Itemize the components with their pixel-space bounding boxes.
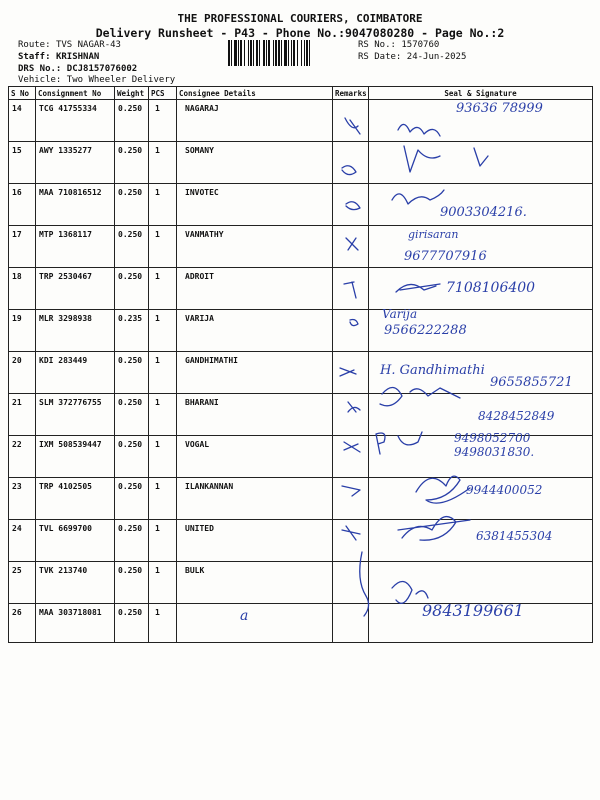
staff-info	[18, 52, 99, 62]
cell-consignee: BULK	[177, 562, 333, 604]
rs-date-info	[358, 52, 466, 62]
cell-sno: 23	[9, 478, 36, 520]
barcode-bar	[259, 40, 260, 66]
hw-r26-phone: 9843199661	[422, 601, 524, 620]
barcode-bar	[248, 40, 249, 66]
cell-consignment: TVL 6699700	[36, 520, 115, 562]
barcode-bar	[240, 40, 242, 66]
vehicle-value: Two Wheeler Delivery	[66, 75, 176, 85]
cell-consignment: TCG 41755334	[36, 100, 115, 142]
cell-remarks	[333, 394, 369, 436]
cell-pcs: 1	[149, 394, 177, 436]
staff-label: Staff:	[18, 52, 51, 62]
cell-weight: 0.235	[115, 310, 149, 352]
cell-consignee: GANDHIMATHI	[177, 352, 333, 394]
table-row	[9, 478, 593, 520]
barcode-bar	[268, 40, 270, 66]
hw-r19-phone: 9566222288	[384, 323, 467, 338]
cell-consignee	[177, 604, 333, 643]
cell-consignment: MAA 710816512	[36, 184, 115, 226]
col-consignment: Consignment No	[36, 87, 115, 100]
rs-date-label: RS Date:	[358, 52, 402, 62]
cell-consignment: SLM 372776755	[36, 394, 115, 436]
barcode-bar	[284, 40, 287, 66]
cell-remarks	[333, 310, 369, 352]
col-weight: Weight	[115, 87, 149, 100]
barcode-bar	[256, 40, 258, 66]
cell-sno: 16	[9, 184, 36, 226]
drs-info	[18, 64, 137, 74]
cell-remarks	[333, 100, 369, 142]
rs-no-info	[358, 40, 439, 50]
col-consignee: Consignee Details	[177, 87, 333, 100]
drs-label: DRS No.:	[18, 64, 62, 74]
cell-pcs: 1	[149, 352, 177, 394]
cell-consignment: AWY 1335277	[36, 142, 115, 184]
hw-r20-phone: 9655855721	[490, 375, 573, 390]
barcode-bar	[293, 40, 295, 66]
table-row	[9, 142, 593, 184]
table-row	[9, 352, 593, 394]
table-row	[9, 268, 593, 310]
cell-remarks	[333, 520, 369, 562]
table-row	[9, 604, 593, 643]
route-value: TVS NAGAR-43	[55, 40, 121, 50]
cell-signature	[369, 604, 593, 643]
hw-r21-phone: 8428452849	[478, 409, 555, 423]
cell-signature	[369, 184, 593, 226]
table-row	[9, 562, 593, 604]
rs-no-value: 1570760	[401, 40, 440, 50]
route-info	[18, 40, 121, 50]
cell-consignee: VARIJA	[177, 310, 333, 352]
hw-r23-phone: 9944400052	[466, 483, 543, 497]
cell-weight: 0.250	[115, 436, 149, 478]
cell-pcs: 1	[149, 604, 177, 643]
barcode-bar	[278, 40, 280, 66]
cell-pcs: 1	[149, 268, 177, 310]
cell-pcs: 1	[149, 142, 177, 184]
cell-consignment: TRP 2530467	[36, 268, 115, 310]
cell-signature	[369, 562, 593, 604]
cell-signature	[369, 268, 593, 310]
table-row	[9, 436, 593, 478]
cell-consignee: BHARANI	[177, 394, 333, 436]
barcode-image	[228, 40, 354, 66]
hw-r16-phone: 9003304216.	[440, 205, 527, 220]
rs-date-value: 24-Jun-2025	[406, 52, 467, 62]
hw-r22-phone1: 9498052700	[454, 431, 531, 445]
cell-sno: 14	[9, 100, 36, 142]
cell-sno: 17	[9, 226, 36, 268]
cell-pcs: 1	[149, 226, 177, 268]
cell-sno: 24	[9, 520, 36, 562]
cell-consignee: NAGARAJ	[177, 100, 333, 142]
cell-pcs: 1	[149, 184, 177, 226]
cell-weight: 0.250	[115, 478, 149, 520]
cell-weight: 0.250	[115, 142, 149, 184]
cell-weight: 0.250	[115, 184, 149, 226]
hw-r24-phone: 6381455304	[476, 529, 553, 543]
cell-consignment: MAA 303718081	[36, 604, 115, 643]
cell-remarks	[333, 478, 369, 520]
cell-sno: 25	[9, 562, 36, 604]
runsheet-table	[8, 86, 593, 643]
cell-consignment: TRP 4102505	[36, 478, 115, 520]
barcode-bar	[309, 40, 310, 66]
barcode-bar	[288, 40, 289, 66]
rs-no-label: RS No.:	[358, 40, 396, 50]
hw-r14-phone: 93636 78999	[456, 101, 543, 116]
cell-weight: 0.250	[115, 226, 149, 268]
runsheet-title: Delivery Runsheet - P43 - Phone No.:9047080280 - Page No.:2	[95, 26, 505, 40]
cell-pcs: 1	[149, 436, 177, 478]
cell-remarks	[333, 352, 369, 394]
barcode-bar	[266, 40, 267, 66]
barcode-bar	[306, 40, 308, 66]
hw-r26-mark: a	[240, 608, 249, 624]
cell-pcs: 1	[149, 562, 177, 604]
cell-signature	[369, 142, 593, 184]
cell-signature	[369, 226, 593, 268]
barcode-bar	[253, 40, 254, 66]
cell-signature	[369, 436, 593, 478]
cell-signature	[369, 394, 593, 436]
cell-consignment: KDI 283449	[36, 352, 115, 394]
barcode-bar	[263, 40, 265, 66]
col-remarks: Remarks	[333, 87, 369, 100]
hw-r17-phone: 9677707916	[404, 249, 487, 264]
cell-consignment: MLR 3298938	[36, 310, 115, 352]
cell-sno: 26	[9, 604, 36, 643]
table-row	[9, 310, 593, 352]
cell-remarks	[333, 268, 369, 310]
barcode-bar	[231, 40, 232, 66]
barcode-bar	[281, 40, 282, 66]
table-row	[9, 100, 593, 142]
table-header-row	[9, 87, 593, 100]
cell-weight: 0.250	[115, 268, 149, 310]
cell-remarks	[333, 562, 369, 604]
cell-signature	[369, 478, 593, 520]
cell-consignee: VOGAL	[177, 436, 333, 478]
hw-r18-phone: 7108106400	[446, 280, 536, 296]
table-row	[9, 394, 593, 436]
barcode-bar	[291, 40, 292, 66]
cell-consignment: MTP 1368117	[36, 226, 115, 268]
cell-weight: 0.250	[115, 562, 149, 604]
cell-weight: 0.250	[115, 520, 149, 562]
cell-sno: 20	[9, 352, 36, 394]
cell-consignment: TVK 213740	[36, 562, 115, 604]
cell-remarks	[333, 142, 369, 184]
cell-remarks	[333, 226, 369, 268]
cell-pcs: 1	[149, 100, 177, 142]
cell-consignee: ADROIT	[177, 268, 333, 310]
cell-signature	[369, 310, 593, 352]
cell-remarks	[333, 436, 369, 478]
cell-signature	[369, 100, 593, 142]
cell-signature	[369, 352, 593, 394]
barcode-bar	[275, 40, 277, 66]
barcode-bar	[301, 40, 302, 66]
barcode-bar	[297, 40, 298, 66]
route-label: Route:	[18, 40, 51, 50]
col-pcs: PCS	[149, 87, 177, 100]
barcode-bar	[244, 40, 245, 66]
cell-weight: 0.250	[115, 352, 149, 394]
hw-r22-phone2: 9498031830.	[454, 445, 535, 459]
cell-signature	[369, 520, 593, 562]
table-row	[9, 520, 593, 562]
col-signature: Seal & Signature	[369, 87, 593, 100]
hw-r19-name: Varija	[382, 307, 418, 321]
cell-sno: 22	[9, 436, 36, 478]
cell-sno: 15	[9, 142, 36, 184]
cell-weight: 0.250	[115, 604, 149, 643]
cell-consignment: IXM 508539447	[36, 436, 115, 478]
table-row	[9, 226, 593, 268]
vehicle-info	[18, 75, 175, 85]
drs-value: DCJ8157076002	[66, 64, 138, 74]
barcode-bar	[273, 40, 274, 66]
cell-remarks	[333, 604, 369, 643]
barcode-bar	[228, 40, 230, 66]
barcode-bar	[234, 40, 237, 66]
barcode-bar	[250, 40, 252, 66]
cell-consignee: ILANKANNAN	[177, 478, 333, 520]
table-row	[9, 184, 593, 226]
col-sno: S No	[9, 87, 36, 100]
cell-weight: 0.250	[115, 100, 149, 142]
cell-pcs: 1	[149, 478, 177, 520]
cell-sno: 19	[9, 310, 36, 352]
hw-r17-name: girisaran	[408, 228, 459, 241]
cell-consignee: SOMANY	[177, 142, 333, 184]
company-title: THE PROFESSIONAL COURIERS, COIMBATORE	[177, 12, 423, 25]
cell-remarks	[333, 184, 369, 226]
cell-sno: 18	[9, 268, 36, 310]
staff-value: KRISHNAN	[55, 52, 100, 62]
cell-consignee: INVOTEC	[177, 184, 333, 226]
cell-consignee: UNITED	[177, 520, 333, 562]
cell-consignee: VANMATHY	[177, 226, 333, 268]
cell-sno: 21	[9, 394, 36, 436]
barcode-bar	[304, 40, 305, 66]
cell-weight: 0.250	[115, 394, 149, 436]
cell-pcs: 1	[149, 310, 177, 352]
vehicle-label: Vehicle:	[18, 75, 62, 85]
hw-r20-name: H. Gandhimathi	[380, 363, 485, 378]
barcode-bar	[238, 40, 239, 66]
cell-pcs: 1	[149, 520, 177, 562]
